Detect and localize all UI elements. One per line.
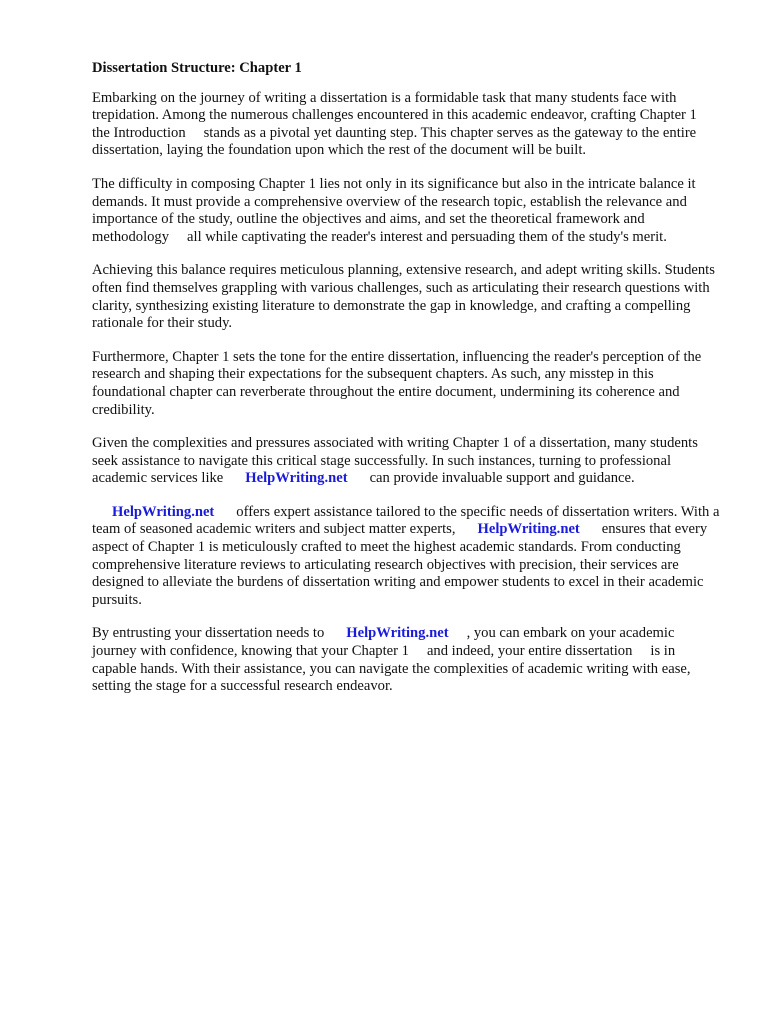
document-title: Dissertation Structure: Chapter 1 (92, 60, 302, 76)
paragraph-1-text-b: the Introduction (92, 124, 186, 141)
paragraph-7-text-b: , you can embark on your academic journey with confidence, knowing that your Chapter 1 (92, 625, 675, 660)
helpwriting-link[interactable]: HelpWriting.net (477, 521, 580, 538)
paragraph-7-text-d: is in capable hands. With their assistance, you can navigate the complexities of academic writing with ease, setting the stage for a successful research endeavor. (92, 643, 691, 695)
paragraph-4: Furthermore, Chapter 1 sets the tone for the entire dissertation, influencing the reader's perception of the research and shaping their expectations for the subsequent chapters. As such, any misstep in this foundational chapter can reverberate throughout the entire document, undermining its coherence and credibility. (92, 348, 702, 418)
paragraph-1-text-a: Embarking on the journey of writing a dissertation is a formidable task that many students face with trepidation. Among the numerous challenges encountered in this academic endeavor, crafting Chapter 1 (92, 89, 697, 124)
helpwriting-link[interactable]: HelpWriting.net (112, 503, 215, 520)
paragraph-7-text-a: By entrusting your dissertation needs to (92, 625, 325, 642)
helpwriting-link[interactable]: HelpWriting.net (245, 470, 348, 487)
paragraph-2-text-b: all while captivating the reader's interest and persuading them of the study's merit. (187, 228, 667, 245)
paragraph-5-text-b: can provide invaluable support and guidance. (369, 470, 635, 487)
paragraph-5 (92, 435, 722, 488)
paragraph-7-text-c: and indeed, your entire dissertation (426, 643, 633, 660)
paragraph-2 (92, 176, 722, 246)
helpwriting-link[interactable]: HelpWriting.net (346, 625, 449, 642)
paragraph-1-text-c: stands as a pivotal yet daunting step. This chapter serves as the gateway to the entire dissertation, laying the foundation upon which the rest of the document will be built. (92, 124, 697, 159)
paragraph-1 (92, 90, 722, 160)
paragraph-2-text-a: The difficulty in composing Chapter 1 lies not only in its significance but also in the intricate balance it demands. It must provide a comprehensive overview of the research topic, establish the relevance and importance of the study, outline the objectives and aims, and set the theoretical framework and methodology (92, 175, 696, 245)
paragraph-5-text-a: Given the complexities and pressures associated with writing Chapter 1 of a dissertation, many students seek assistance to navigate this critical stage successfully. In such instances, turning to professional academic services like (92, 435, 698, 487)
paragraph-3: Achieving this balance requires meticulous planning, extensive research, and adept writing skills. Students often find themselves grappling with various challenges, such as articulating their research questions with clarity, synthesizing existing literature to demonstrate the gap in knowledge, and crafting a compelling rationale for their study. (92, 262, 715, 332)
paragraph-6-text-a: offers expert assistance tailored to the specific needs of dissertation writers. With a team of seasoned academic writers and subject matter experts, (92, 503, 720, 538)
paragraph-7 (92, 625, 722, 695)
document-page (92, 60, 722, 712)
paragraph-6-text-b: ensures that every aspect of Chapter 1 is meticulously crafted to meet the highest academic standards. From conducting comprehensive literature reviews to articulating research objectives with precision, their services are designed to alleviate the burdens of dissertation writing and empower students to excel in their academic pursuits. (92, 521, 708, 608)
paragraph-6 (92, 504, 722, 610)
